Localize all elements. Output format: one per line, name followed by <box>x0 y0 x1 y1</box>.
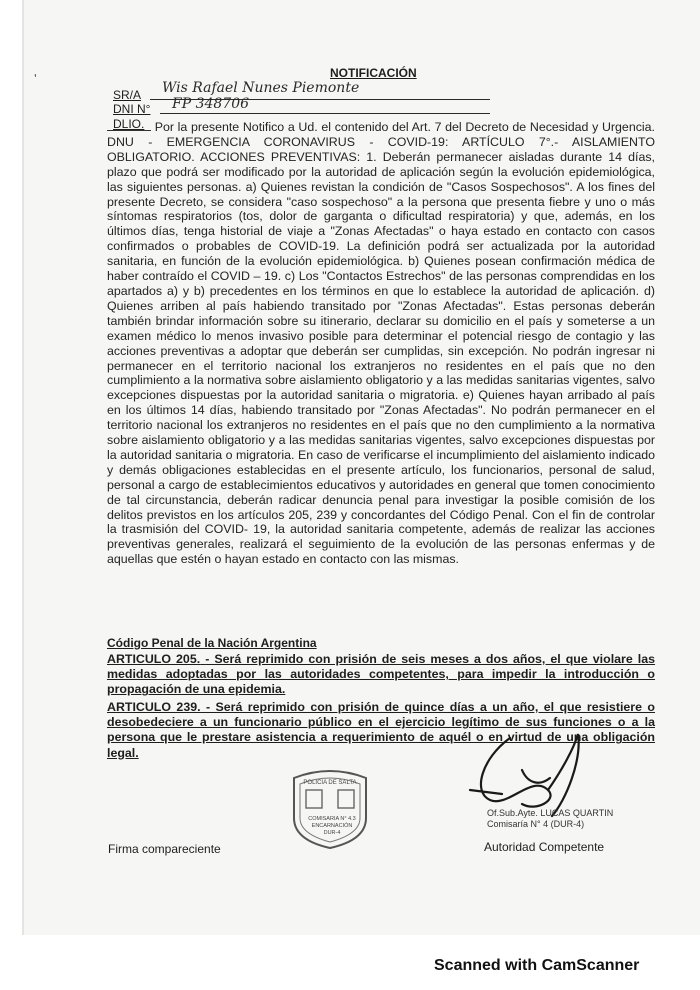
officer-station: Comisaría N° 4 (DUR-4) <box>487 819 585 829</box>
sra-label: SR/A <box>113 88 142 102</box>
stamp-mid2-text: ENCARNACIÓN <box>311 823 353 829</box>
dlio-label: DLIO. <box>113 117 145 131</box>
article-239-text: - Será reprimido con prisión de quince días a un año, el que resistiere o desobedeciere a un funcionario público en el ejercicio legítimo de sus funciones o a la persona que le prestare asistencia a requerimiento de aquél o en virtud de una obligación legal. <box>107 700 655 760</box>
dni-handwritten-value: FP 348706 <box>172 96 250 112</box>
article-205-label: ARTICULO 205. <box>107 652 201 666</box>
stamp-bottom-text: DUR-4 <box>323 830 341 836</box>
notice-body-text: Por la presente Notifico a Ud. el contenido del Art. 7 del Decreto de Necesidad y Urgencia. DNU - EMERGENCIA CORONAVIRUS - COVID-19: ARTÍCULO 7°.- AISLAMIENTO OBLIGATORIO. ACCIONES PREVENTIVAS: 1. Deberán permanecer aisladas durante 14 días, plazo que podrá ser modificado por la autoridad de aplicación según la evolución epidemiológica, las siguientes personas. a) Quienes revistan la condición de "Casos Sospechosos". A los fines del presente Decreto, se considera "caso sospechoso" a la persona que presenta fiebre y uno o más síntomas respiratorios (tos, dolor de garganta o dificultad respiratoria) y que, además, en los últimos días, tenga historial de viaje a "Zonas Afectadas" o haya estado en contacto con casos confirmados o probables de COVID-19. La definición podrá ser actualizada por la autoridad sanitaria, en función de la evolución epidemiológica. b) Quienes posean confirmación médica de haber contraído el COVID – 19. c) Los "Contactos Estrechos" de las personas comprendidas en los apartados a) y b) precedentes en los términos en que lo establece la autoridad de aplicación. d) Quienes arriben al país habiendo transitado por "Zonas Afectadas". Estas personas deberán también brindar información sobre su itinerario, declarar su domicilio en el país y someterse a un examen médico lo menos invasivo posible para determinar el potencial riesgo de contagio y las acciones preventivas a adoptar que deberán ser cumplidas, sin excepción. No podrán ingresar ni permanecer en el territorio nacional los extranjeros no residentes en el país que no den cumplimiento a la normativa sobre aislamiento obligatorio y a las medidas sanitarias vigentes, salvo excepciones dispuestas por la autoridad sanitaria o migratoria. e) Quienes hayan arribado al país en los últimos 14 días, habiendo transitado por "Zonas Afectadas". No podrán permanecer en el territorio nacional los extranjeros no residentes en el país que no den cumplimiento a la normativa sobre aislamiento obligatorio y a las medidas sanitarias vigentes, salvo excepciones dispuestas por la autoridad sanitaria o migratoria. En caso de verificarse el incumplimiento del aislamiento indicado y demás obligaciones establecidas en el presente artículo, los funcionarios, personal de salud, personal a cargo de establecimientos educativos y autoridades en general que tomen conocimiento de tal circunstancia, deberán radicar denuncia penal para investigar la posible comisión de los delitos previstos en los artículos 205, 239 y concordantes del Código Penal. Con el fin de controlar la trasmisión del COVID- 19, la autoridad sanitaria competente, además de realizar las acciones preventivas generales, realizará el seguimiento de la evolución de las personas enfermas y de aquellas que estén o hayan estado en contacto con las mismas. <box>107 120 655 567</box>
article-205 <box>107 652 655 698</box>
stamp-top-text: POLICIA DE SALTA <box>303 780 357 786</box>
officer-name: Of.Sub.Ayte. LUCAS QUARTIN <box>487 808 614 818</box>
signature-label-appearing: Firma compareciente <box>108 842 221 856</box>
dni-underline <box>160 113 490 114</box>
page-edge <box>22 0 24 935</box>
officer-info <box>487 808 613 830</box>
document-title: NOTIFICACIÓN <box>330 66 417 80</box>
camscanner-watermark: Scanned with CamScanner <box>434 957 640 974</box>
article-205-text: - Será reprimido con prisión de seis meses a dos años, el que violare las medidas adoptadas por las autoridades competentes, para impedir la introducción o propagación de una epidemia. <box>107 652 655 697</box>
notice-body <box>107 120 655 567</box>
dni-label: DNI N° <box>113 102 151 116</box>
stamp-mid-text: COMISARIA N° 4.3 <box>308 816 356 822</box>
article-239-label: ARTICULO 239. <box>107 700 201 714</box>
signature-label-authority: Autoridad Competente <box>484 840 605 854</box>
margin-mark: ʽ <box>34 72 37 86</box>
sra-handwritten-name: Wis Rafael Nunes Piemonte <box>162 80 360 96</box>
penal-code-heading: Código Penal de la Nación Argentina <box>107 636 317 650</box>
indent-line <box>107 120 151 131</box>
police-stamp <box>286 768 374 850</box>
